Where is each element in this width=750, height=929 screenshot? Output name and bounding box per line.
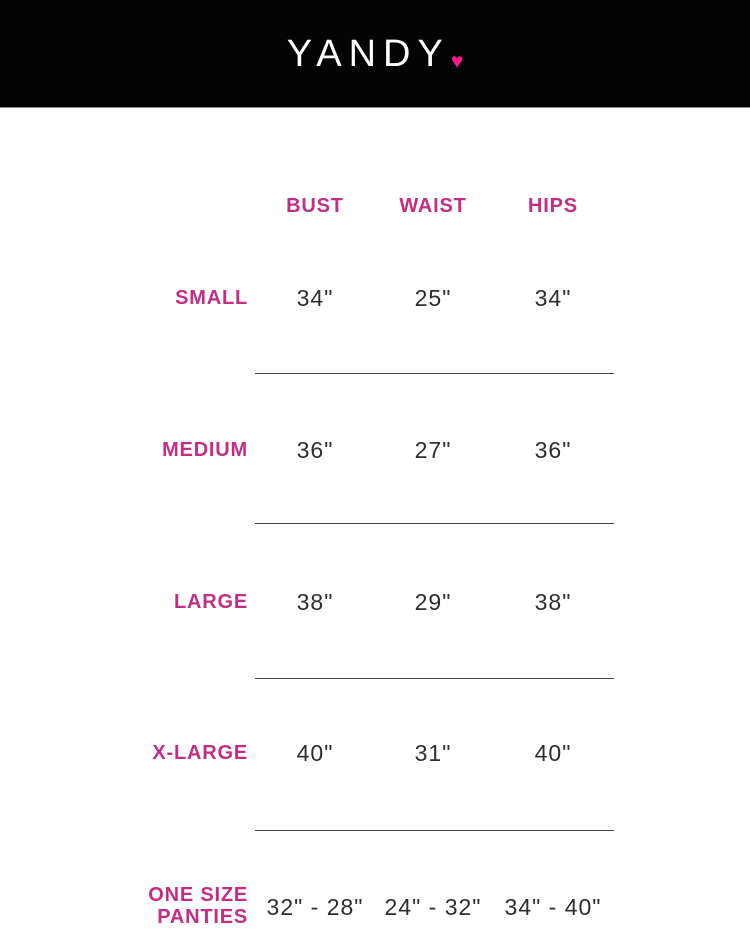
row-label: LARGE (174, 590, 248, 613)
size-row-large (0, 586, 750, 618)
value-bust: 34" (296, 284, 334, 311)
value-hips: 34" - 40" (504, 893, 602, 920)
row-label: SMALL (175, 286, 248, 309)
row-label: X-LARGE (152, 741, 248, 764)
value-bust: 40" (296, 739, 334, 766)
value-bust: 32" - 28" (266, 893, 364, 920)
value-hips: 38" (534, 588, 572, 615)
heart-icon: ♥ (450, 50, 464, 73)
row-divider (255, 678, 614, 679)
brand-logo[interactable] (286, 32, 464, 75)
value-waist: 24" - 32" (384, 893, 482, 920)
row-divider (255, 373, 614, 374)
value-bust: 38" (296, 588, 334, 615)
value-hips: 36" (534, 436, 572, 463)
site-header (0, 0, 750, 108)
value-bust: 36" (296, 436, 334, 463)
row-divider (255, 523, 614, 524)
column-header-bust: BUST (286, 194, 344, 217)
value-waist: 27" (414, 436, 452, 463)
value-hips: 34" (534, 284, 572, 311)
size-row-one-size-panties (0, 884, 750, 928)
value-hips: 40" (534, 739, 572, 766)
value-waist: 29" (414, 588, 452, 615)
column-header-waist: WAIST (399, 194, 467, 217)
value-waist: 31" (414, 739, 452, 766)
row-label-line2: PANTIES (157, 906, 248, 928)
brand-name: YANDY (286, 32, 450, 75)
value-waist: 25" (414, 284, 452, 311)
column-header-row (0, 190, 750, 222)
size-row-medium (0, 434, 750, 466)
row-divider (255, 830, 614, 831)
column-header-hips: HIPS (528, 194, 578, 217)
size-row-x-large (0, 737, 750, 769)
row-label: MEDIUM (162, 438, 248, 461)
row-label-line1: ONE SIZE (148, 884, 248, 906)
size-row-small (0, 282, 750, 314)
